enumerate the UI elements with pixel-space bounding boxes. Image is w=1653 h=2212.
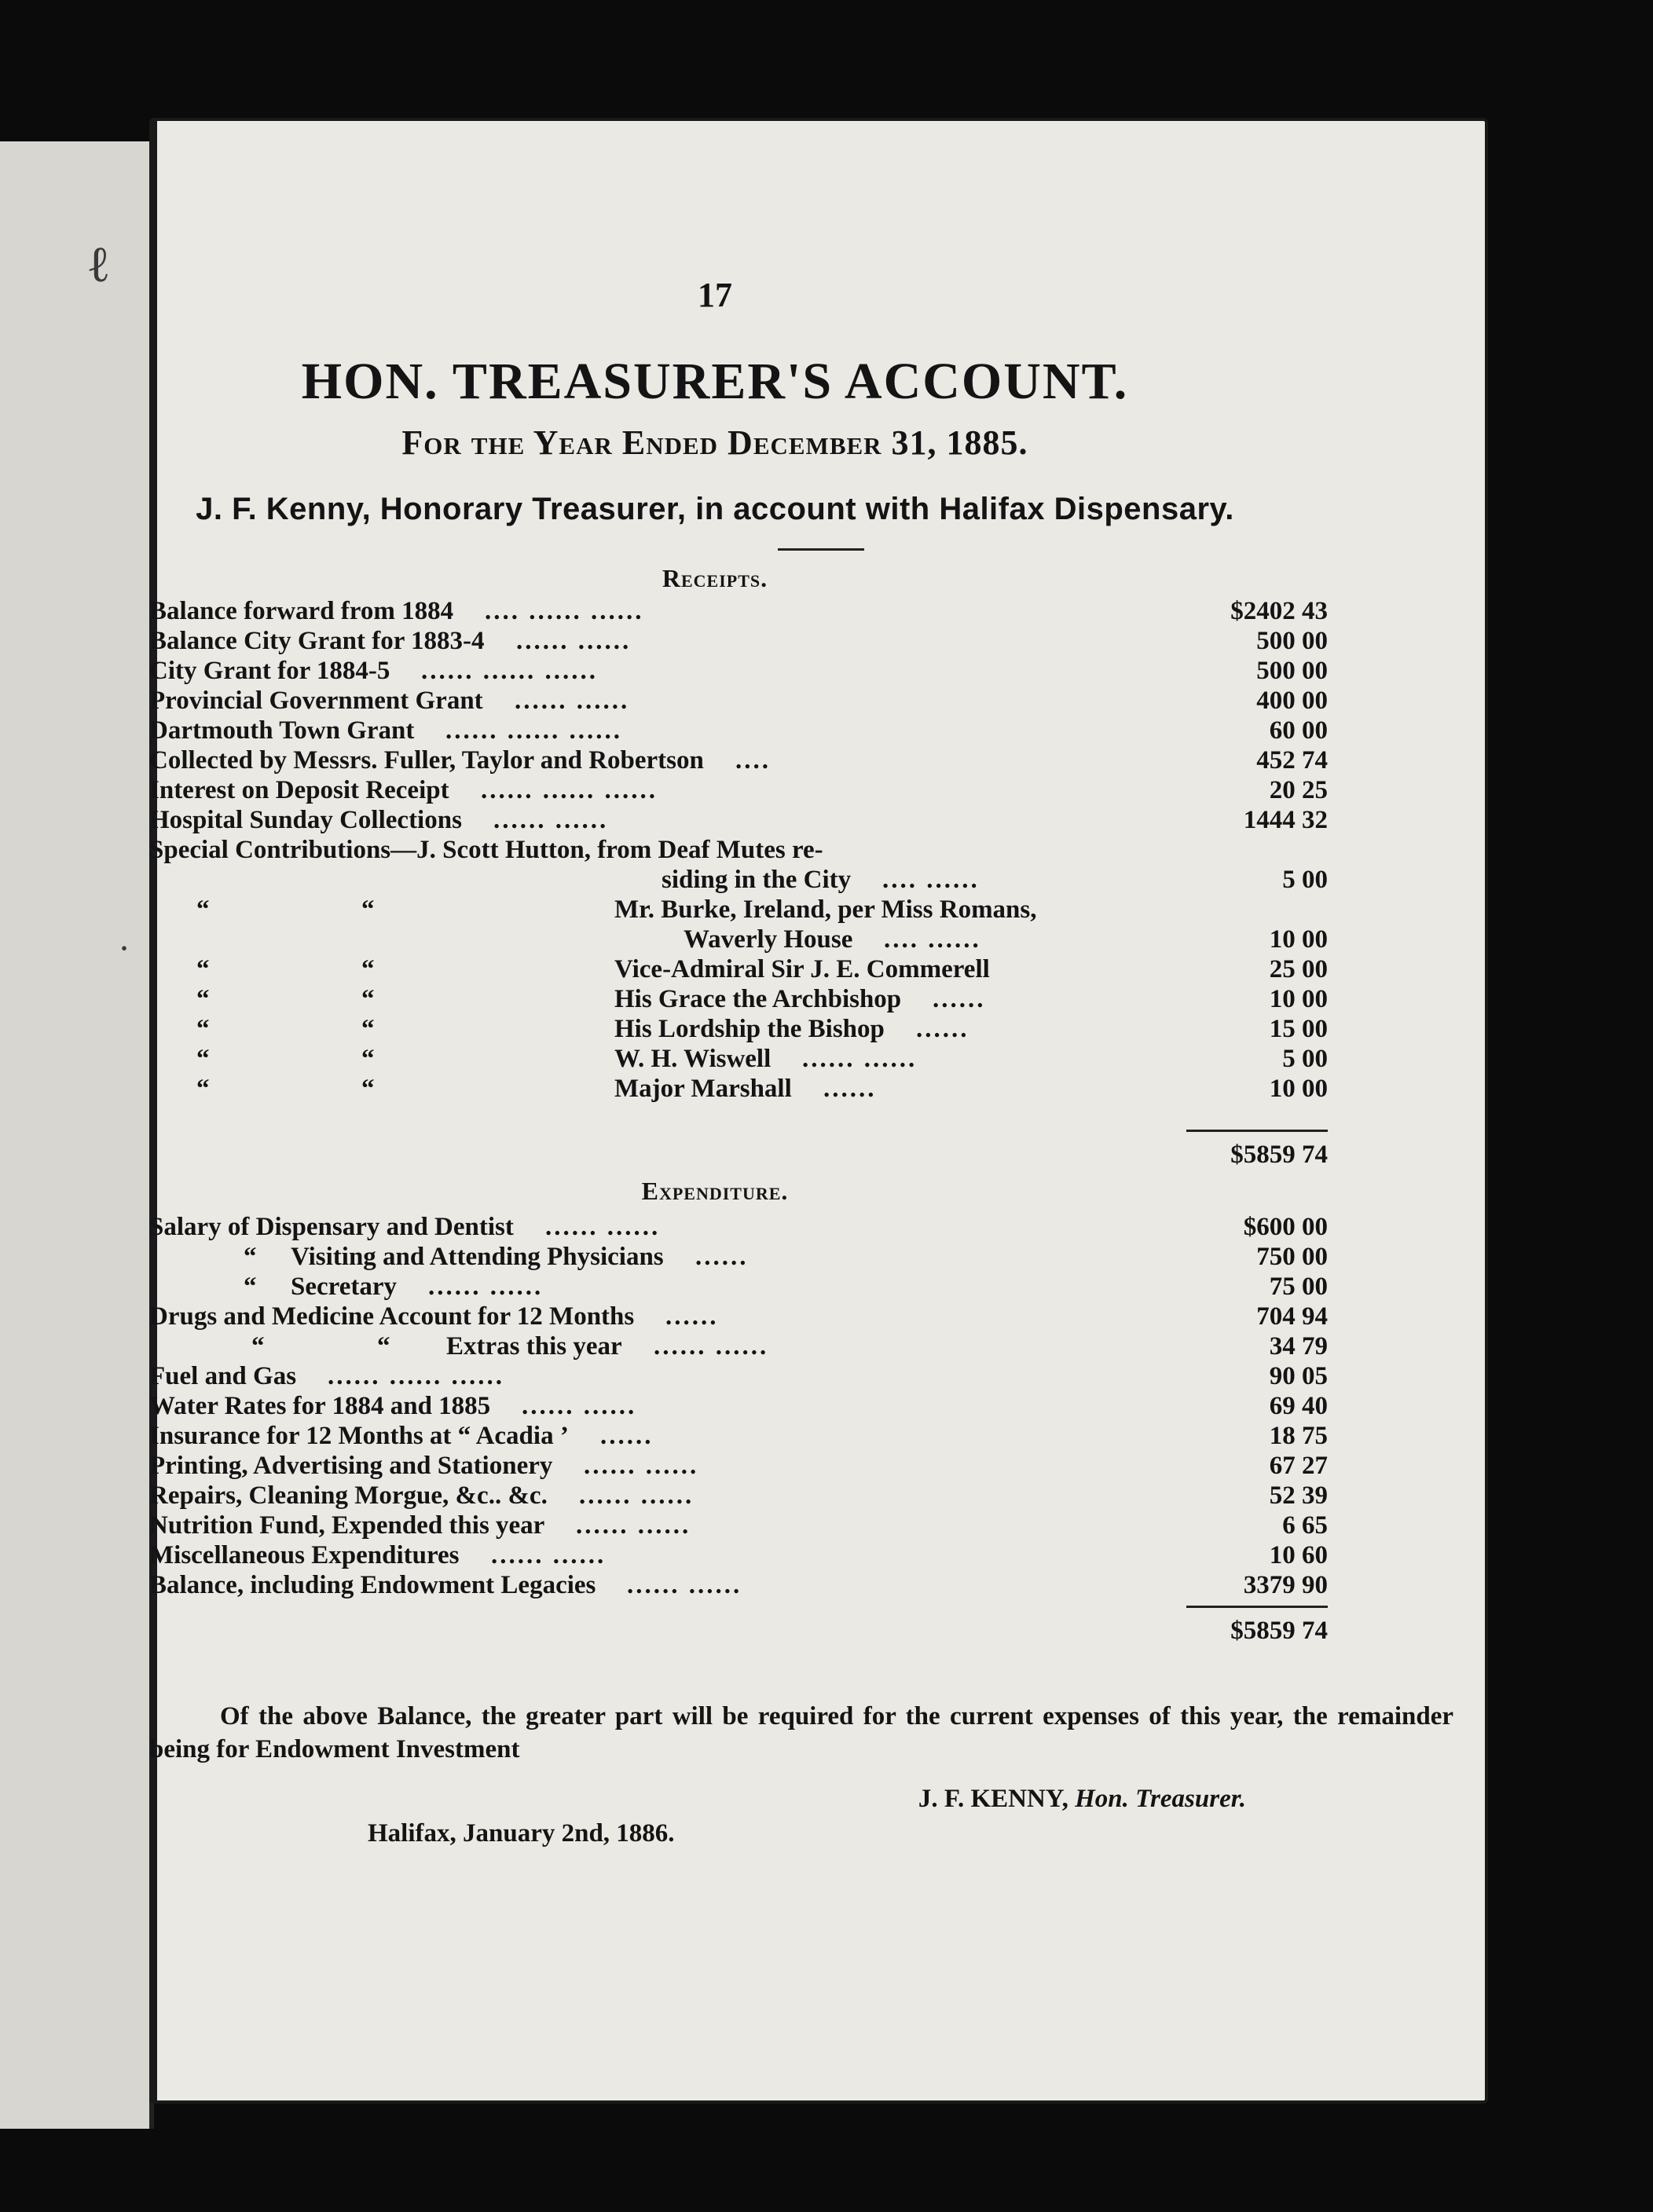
ditto-mark: “ xyxy=(361,1015,375,1043)
ledger-amount: 25 00 xyxy=(1269,955,1328,983)
ditto-mark: “ xyxy=(244,1273,257,1301)
balance-note-text: Of the above Balance, the greater part will be required for the current expenses of this year, the remainder being for Endowment Investment xyxy=(149,1702,1453,1763)
ledger-amount: 10 00 xyxy=(1269,1075,1328,1103)
ledger-label: Miscellaneous Expenditures xyxy=(149,1541,460,1569)
ledger-label: Mr. Burke, Ireland, per Miss Romans, xyxy=(614,895,1037,924)
ledger-label: siding in the City xyxy=(662,866,852,894)
ledger-label: Visiting and Attending Physicians xyxy=(291,1243,664,1271)
leader-dots: ...... ...... ...... xyxy=(481,776,658,804)
leader-dots: ...... xyxy=(600,1422,654,1450)
ledger-amount: 67 27 xyxy=(1269,1452,1328,1480)
ledger-label: Collected by Messrs. Fuller, Taylor and Robertson xyxy=(149,746,704,775)
ditto-mark: “ xyxy=(361,955,375,983)
leader-dots: ...... ...... xyxy=(428,1273,544,1301)
ledger-row xyxy=(149,1045,1328,1075)
ledger-row xyxy=(149,836,1328,866)
ledger-row xyxy=(149,1541,1328,1571)
leader-dots: .... ...... xyxy=(884,925,981,954)
ledger-row xyxy=(149,657,1328,687)
ledger-label: Drugs and Medicine Account for 12 Months xyxy=(149,1302,635,1331)
ledger-amount: 18 75 xyxy=(1269,1422,1328,1450)
receipts-total-rule xyxy=(1186,1130,1328,1132)
ditto-mark: “ xyxy=(196,985,210,1013)
leader-dots: ...... ...... xyxy=(515,687,630,715)
ledger-row xyxy=(149,895,1328,925)
ledger-row xyxy=(149,1075,1328,1104)
ledger-label: Balance, including Endowment Legacies xyxy=(149,1571,596,1599)
expenditure-heading: Expenditure. xyxy=(641,1177,789,1205)
ledger-amount: 34 79 xyxy=(1269,1332,1328,1361)
ledger-row xyxy=(149,1015,1328,1045)
ledger-amount: 10 60 xyxy=(1269,1541,1328,1569)
leader-dots: .... xyxy=(735,746,771,775)
leader-dots: ...... xyxy=(933,985,986,1013)
ledger-label: Special Contributions—J. Scott Hutton, from Deaf Mutes re- xyxy=(149,836,823,864)
leader-dots: ...... xyxy=(695,1243,749,1271)
ledger-label: Waverly House xyxy=(684,925,853,954)
page-subtitle: For the Year Ended December 31, 1885. xyxy=(401,423,1028,462)
ledger-amount: 10 00 xyxy=(1269,925,1328,954)
facing-page-fragment: ℓ xyxy=(86,236,111,292)
facing-page-fragment: · xyxy=(118,928,130,969)
leader-dots: .... ...... ...... xyxy=(485,597,644,625)
ledger-row xyxy=(149,1481,1328,1511)
ditto-mark: “ xyxy=(377,1332,390,1361)
ledger-row xyxy=(149,955,1328,985)
ledger-row xyxy=(149,1362,1328,1392)
leader-dots: ...... ...... ...... xyxy=(328,1362,504,1390)
ledger-amount: 10 00 xyxy=(1269,985,1328,1013)
expenditure-total-rule xyxy=(1186,1606,1328,1608)
ledger-label: Fuel and Gas xyxy=(149,1362,297,1390)
ledger-label: His Grace the Archbishop xyxy=(614,985,902,1013)
signature-name: J. F. KENNY, xyxy=(918,1785,1068,1813)
ledger-label: City Grant for 1884-5 xyxy=(149,657,390,685)
leader-dots: ...... ...... xyxy=(545,1213,661,1241)
leader-dots: ...... ...... ...... xyxy=(445,716,622,745)
divider xyxy=(778,548,864,551)
ledger-amount: 75 00 xyxy=(1269,1273,1328,1301)
ledger-row xyxy=(149,716,1328,746)
leader-dots: ...... ...... xyxy=(802,1045,918,1073)
ledger-row xyxy=(149,746,1328,776)
ledger-label: Dartmouth Town Grant xyxy=(149,716,415,745)
ledger-label: Vice-Admiral Sir J. E. Commerell xyxy=(614,955,990,983)
ledger-row xyxy=(149,985,1328,1015)
ledger-amount: $2402 43 xyxy=(1230,597,1328,625)
leader-dots: ...... ...... xyxy=(516,627,632,655)
ledger-label: Salary of Dispensary and Dentist xyxy=(149,1213,514,1241)
ledger-label: W. H. Wiswell xyxy=(614,1045,772,1073)
ditto-mark: “ xyxy=(244,1243,257,1271)
leader-dots: ...... xyxy=(823,1075,877,1103)
ledger-label: Balance City Grant for 1883-4 xyxy=(149,627,485,655)
ledger-amount: 6 65 xyxy=(1282,1511,1328,1540)
ledger-amount: 500 00 xyxy=(1256,657,1328,685)
receipts-ledger xyxy=(149,597,1328,1104)
ledger-row xyxy=(149,866,1328,895)
leader-dots: ...... ...... xyxy=(493,806,609,834)
ledger-row xyxy=(149,1452,1328,1481)
leader-dots: ...... ...... xyxy=(491,1541,607,1569)
ledger-label: Insurance for 12 Months at “ Acadia ’ xyxy=(149,1422,569,1450)
ledger-amount: 750 00 xyxy=(1256,1243,1328,1271)
ledger-label: Hospital Sunday Collections xyxy=(149,806,462,834)
ledger-amount: 5 00 xyxy=(1282,866,1328,894)
ledger-row xyxy=(149,627,1328,657)
ledger-amount: 452 74 xyxy=(1256,746,1328,775)
ledger-amount: 20 25 xyxy=(1269,776,1328,804)
leader-dots: ...... xyxy=(665,1302,719,1331)
leader-dots: ...... xyxy=(916,1015,969,1043)
ledger-row xyxy=(149,1392,1328,1422)
ledger-amount: 3379 90 xyxy=(1243,1571,1328,1599)
leader-dots: ...... ...... xyxy=(584,1452,699,1480)
dateline: Halifax, January 2nd, 1886. xyxy=(368,1819,675,1848)
ledger-label: Extras this year xyxy=(446,1332,622,1361)
ledger-row xyxy=(149,1422,1328,1452)
leader-dots: ...... ...... xyxy=(627,1571,742,1599)
ledger-row xyxy=(149,1273,1328,1302)
ledger-label: Repairs, Cleaning Morgue, &c.. &c. xyxy=(149,1481,548,1510)
ditto-mark: “ xyxy=(361,1045,375,1073)
ledger-amount: 52 39 xyxy=(1269,1481,1328,1510)
leader-dots: .... ...... xyxy=(882,866,980,894)
signature xyxy=(149,1785,1246,1814)
ledger-row xyxy=(149,1302,1328,1332)
page-number: 17 xyxy=(698,276,732,314)
ditto-mark: “ xyxy=(251,1332,265,1361)
ledger-row xyxy=(149,1571,1328,1601)
expenditure-ledger xyxy=(149,1213,1328,1601)
ledger-amount: 5 00 xyxy=(1282,1045,1328,1073)
ledger-label: Provincial Government Grant xyxy=(149,687,483,715)
ditto-mark: “ xyxy=(196,955,210,983)
leader-dots: ...... ...... xyxy=(654,1332,769,1361)
ledger-amount: 1444 32 xyxy=(1243,806,1328,834)
ledger-row xyxy=(149,687,1328,716)
ditto-mark: “ xyxy=(361,1075,375,1103)
expenditure-total: $5859 74 xyxy=(1230,1617,1328,1645)
ledger-label: His Lordship the Bishop xyxy=(614,1015,885,1043)
ledger-label: Secretary xyxy=(291,1273,397,1301)
ledger-row xyxy=(149,806,1328,836)
page-title: HON. TREASURER'S ACCOUNT. xyxy=(301,353,1129,410)
ledger-label: Water Rates for 1884 and 1885 xyxy=(149,1392,491,1420)
leader-dots: ...... ...... xyxy=(579,1481,695,1510)
leader-dots: ...... ...... xyxy=(576,1511,691,1540)
balance-note xyxy=(149,1700,1453,1766)
ledger-row xyxy=(149,1243,1328,1273)
receipts-total: $5859 74 xyxy=(1230,1141,1328,1169)
ledger-amount: $600 00 xyxy=(1243,1213,1328,1241)
account-line: J. F. Kenny, Honorary Treasurer, in account with Halifax Dispensary. xyxy=(196,492,1234,526)
receipts-heading: Receipts. xyxy=(662,564,768,592)
ditto-mark: “ xyxy=(196,1015,210,1043)
ditto-mark: “ xyxy=(196,1045,210,1073)
ledger-amount: 60 00 xyxy=(1269,716,1328,745)
ledger-amount: 69 40 xyxy=(1269,1392,1328,1420)
ditto-mark: “ xyxy=(361,985,375,1013)
ledger-row xyxy=(149,1332,1328,1362)
ledger-row xyxy=(149,1511,1328,1541)
leader-dots: ...... ...... ...... xyxy=(421,657,598,685)
ledger-amount: 704 94 xyxy=(1256,1302,1328,1331)
ledger-row xyxy=(149,1213,1328,1243)
ledger-row xyxy=(149,925,1328,955)
ledger-row xyxy=(149,776,1328,806)
ditto-mark: “ xyxy=(361,895,375,924)
signature-title: Hon. Treasurer. xyxy=(1075,1785,1246,1813)
ledger-amount: 15 00 xyxy=(1269,1015,1328,1043)
ledger-label: Nutrition Fund, Expended this year xyxy=(149,1511,545,1540)
ditto-mark: “ xyxy=(196,1075,210,1103)
ledger-label: Interest on Deposit Receipt xyxy=(149,776,449,804)
ledger-label: Major Marshall xyxy=(614,1075,792,1103)
facing-page-edge xyxy=(0,141,154,2129)
ledger-amount: 400 00 xyxy=(1256,687,1328,715)
ledger-label: Printing, Advertising and Stationery xyxy=(149,1452,553,1480)
leader-dots: ...... ...... xyxy=(522,1392,637,1420)
ditto-mark: “ xyxy=(196,895,210,924)
ledger-row xyxy=(149,597,1328,627)
ledger-label: Balance forward from 1884 xyxy=(149,597,454,625)
ledger-amount: 90 05 xyxy=(1269,1362,1328,1390)
ledger-amount: 500 00 xyxy=(1256,627,1328,655)
